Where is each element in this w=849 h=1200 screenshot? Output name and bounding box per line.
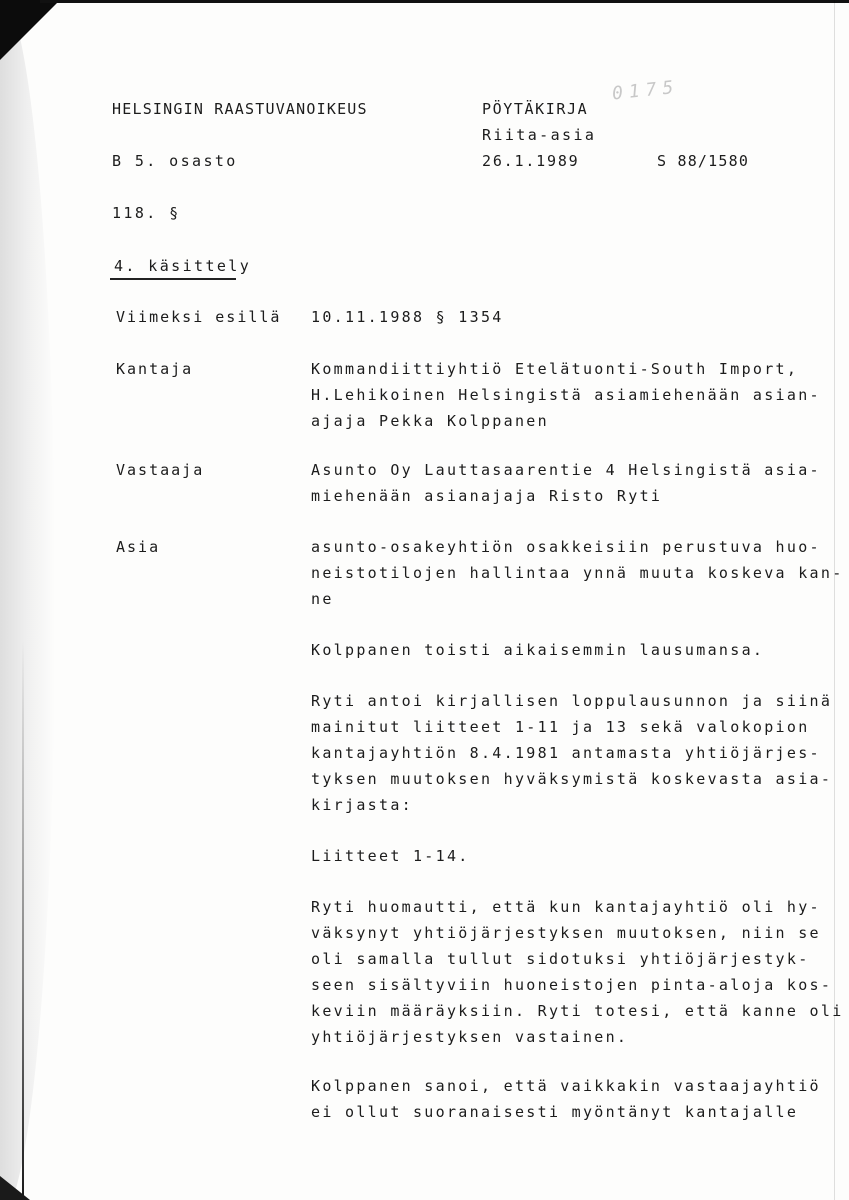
division: B 5. osasto xyxy=(112,152,238,170)
paragraph-1 xyxy=(311,637,811,663)
field-value-last-hearing xyxy=(311,304,811,330)
paragraph-line: yhtiöjärjestyksen vastainen. xyxy=(311,1028,629,1046)
paragraph-line: seen sisältyviin huoneistojen pinta-aloja kos- xyxy=(311,976,833,994)
case-type: Riita-asia xyxy=(482,126,597,144)
field-line: neistotilojen hallintaa ynnä muuta koskeva kan- xyxy=(311,564,844,582)
paragraph-line: Ryti huomautti, että kun kantajayhtiö oli hy- xyxy=(311,898,821,916)
archive-stamp: 0175 xyxy=(611,76,681,105)
scan-corner-shadow xyxy=(0,0,60,60)
paragraph-line: ei ollut suoranaisesti myöntänyt kantajalle xyxy=(311,1103,799,1121)
paragraph-line: oli samalla tullut sidotuksi yhtiöjärjestyk- xyxy=(311,950,810,968)
field-line: asunto-osakeyhtiön osakkeisiin perustuva huo- xyxy=(311,538,821,556)
court-name: HELSINGIN RAASTUVANOIKEUS xyxy=(112,100,368,118)
field-line: H.Lehikoinen Helsingistä asiamiehenään asian- xyxy=(311,386,821,404)
field-label-plaintiff: Kantaja xyxy=(116,360,194,378)
field-line: ajaja Pekka Kolppanen xyxy=(311,412,549,430)
field-label-defendant: Vastaaja xyxy=(116,461,205,479)
record-date: 26.1.1989 xyxy=(482,152,580,170)
paragraph-line: Liitteet 1-14. xyxy=(311,847,470,865)
paragraph-5 xyxy=(311,1073,821,1125)
scan-left-edge xyxy=(22,640,24,1200)
paragraph-3 xyxy=(311,843,811,869)
paragraph-2 xyxy=(311,688,833,818)
paragraph-line: keviin määräyksiin. Ryti totesi, että kanne oli xyxy=(311,1002,844,1020)
paragraph-line: kantajayhtiön 8.4.1981 antamasta yhtiöjärjes- xyxy=(311,744,821,762)
section-number: 118. § xyxy=(112,204,181,222)
field-line: ne xyxy=(311,590,334,608)
paragraph-line: Kolppanen toisti aikaisemmin lausumansa. xyxy=(311,641,765,659)
hearing-heading: 4. käsittely xyxy=(114,257,252,275)
document-type: PÖYTÄKIRJA xyxy=(482,100,589,118)
scan-top-edge xyxy=(40,0,849,3)
field-value-defendant xyxy=(311,457,821,509)
paragraph-line: kirjasta: xyxy=(311,796,413,814)
field-label-matter: Asia xyxy=(116,538,161,556)
paragraph-4 xyxy=(311,894,844,1050)
field-value-plaintiff xyxy=(311,356,821,434)
field-line: 10.11.1988 § 1354 xyxy=(311,308,504,326)
paragraph-line: Ryti antoi kirjallisen loppulausunnon ja siinä xyxy=(311,692,833,710)
paragraph-line: mainitut liitteet 1-11 ja 13 sekä valokopion xyxy=(311,718,810,736)
scan-bottom-corner xyxy=(0,1176,30,1200)
paragraph-line: väksynyt yhtiöjärjestyksen muutoksen, niin se xyxy=(311,924,821,942)
paragraph-line: Kolppanen sanoi, että vaikkakin vastaajayhtiö xyxy=(311,1077,821,1095)
field-line: Kommandiittiyhtiö Etelätuonti-South Import, xyxy=(311,360,799,378)
heading-underline xyxy=(110,278,236,280)
page-curl-shadow xyxy=(0,0,55,1200)
field-value-matter xyxy=(311,534,844,612)
field-line: Asunto Oy Lauttasaarentie 4 Helsingistä asia- xyxy=(311,461,821,479)
field-label-last-hearing: Viimeksi esillä xyxy=(116,308,282,326)
field-line: miehenään asianajaja Risto Ryti xyxy=(311,487,663,505)
paragraph-line: tyksen muutoksen hyväksymistä koskevasta asia- xyxy=(311,770,833,788)
scan-right-edge xyxy=(834,0,835,1200)
case-number: S 88/1580 xyxy=(657,152,750,170)
